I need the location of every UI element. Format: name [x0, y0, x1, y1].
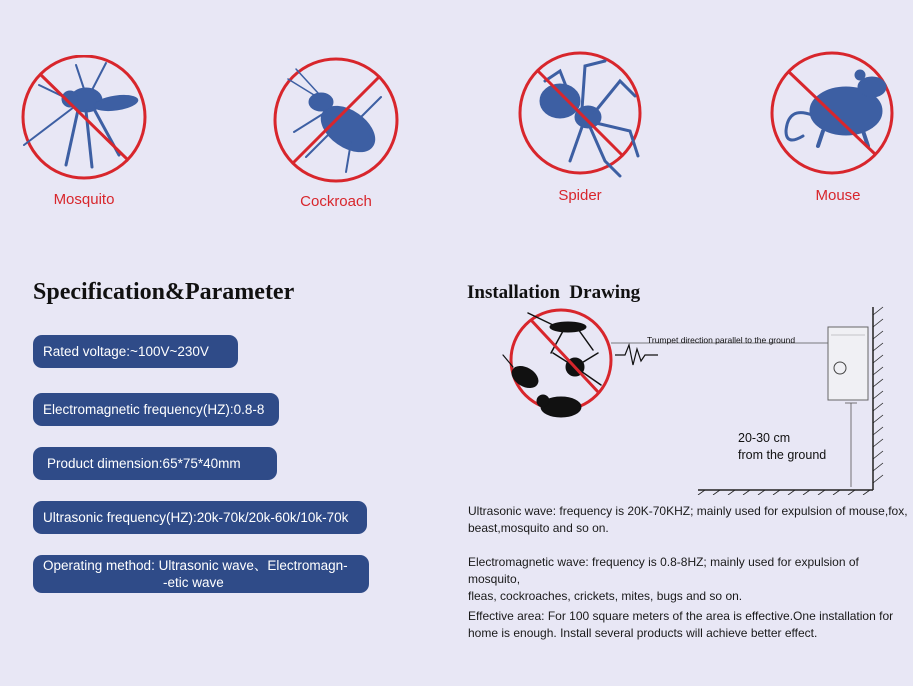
install-title: Installation Drawing	[467, 282, 641, 303]
mosquito-icon	[14, 55, 154, 185]
cockroach-icon	[266, 57, 406, 187]
pest-label: Mouse	[815, 187, 861, 204]
spec-operating-method	[33, 555, 369, 593]
pest-mosquito	[14, 55, 154, 208]
spider-icon	[510, 51, 650, 181]
repeller-device	[828, 327, 868, 400]
wave-icon	[615, 345, 658, 365]
ultrasonic-description: Ultrasonic wave: frequency is 20K-70KHZ; mainly used for expulsion of mouse,fox, beast,mosquito and so on.	[468, 504, 908, 535]
pest-spider	[510, 51, 650, 204]
mouse-icon	[768, 51, 908, 181]
height-text-2: from the ground	[738, 448, 827, 462]
spec-em-frequency: Electromagnetic frequency(HZ):0.8-8	[33, 393, 279, 426]
trumpet-direction-text: Trumpet direction parallel to the ground	[647, 335, 796, 345]
height-text-1: 20-30 cm	[738, 431, 791, 445]
spec-ultrasonic-frequency: Ultrasonic frequency(HZ):20k-70k/20k-60k/10k-70k	[33, 501, 367, 534]
electromagnetic-description: Electromagnetic wave: frequency is 0.8-8HZ; mainly used for expulsion of mosquito, fleas, cockroaches, crickets, mites, bugs and so on.	[468, 555, 859, 603]
spec-title: Specification&Parameter	[33, 279, 295, 305]
method-line-2: -etic wave	[163, 575, 224, 590]
pest-label: Cockroach	[300, 193, 372, 210]
install-drawing	[483, 305, 913, 495]
pest-mouse	[768, 51, 908, 204]
spec-dimension: Product dimension:65*75*40mm	[33, 447, 277, 480]
spec-rated-voltage: Rated voltage:~100V~230V	[33, 335, 238, 368]
effective-area-description: Effective area: For 100 square meters of the area is effective.One installation for home is enough. Install several products will achieve better effect.	[468, 609, 894, 640]
pest-label: Mosquito	[53, 191, 115, 208]
pest-cockroach	[266, 57, 406, 210]
method-line-1: Operating method: Ultrasonic wave、Electromagn-	[43, 558, 348, 573]
prohibit-pests-icon	[503, 310, 611, 417]
pest-label: Spider	[558, 187, 602, 204]
